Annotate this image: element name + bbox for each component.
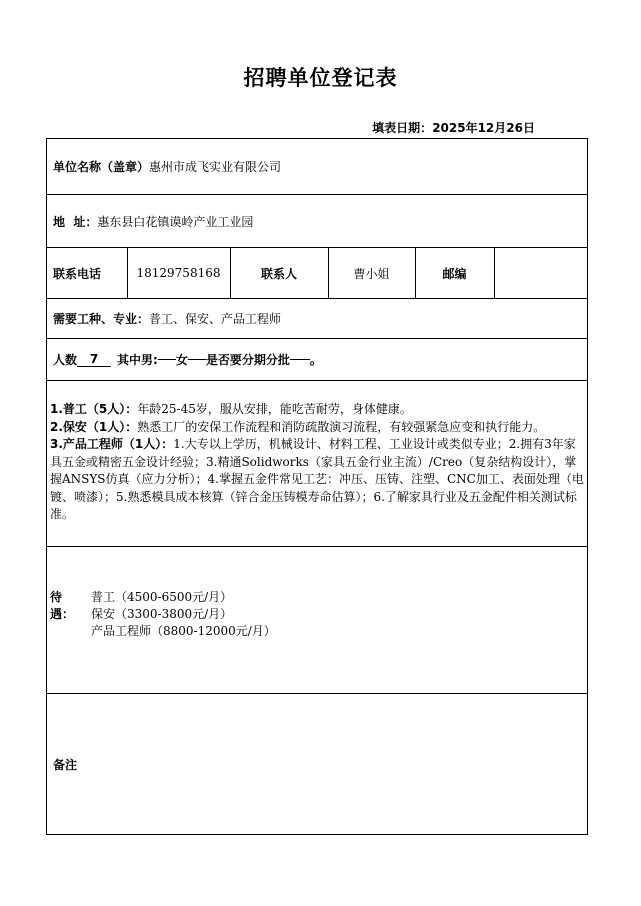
address-label: 地 址： (53, 214, 98, 229)
form-title: 招聘单位登记表 (243, 66, 398, 90)
requirements-text (50, 401, 584, 524)
postcode-value (494, 248, 587, 298)
requirement-item (50, 401, 584, 419)
male-count (158, 359, 176, 360)
benefits-row (47, 547, 587, 694)
headcount-cell (47, 339, 587, 380)
fill-date-value: 2025年12月26日 (432, 121, 535, 135)
female-count (188, 359, 206, 360)
remarks-label: 备注 (53, 757, 78, 772)
postcode-label: 邮编 (442, 266, 467, 281)
headcount-row (47, 339, 587, 381)
requirement-title: 2.保安（1人）： (50, 419, 138, 434)
address-value: 惠东县白花镇谟岭产业工业园 (97, 214, 254, 229)
contact-row (47, 248, 587, 299)
benefit-item: 普工（4500-6500元/月） (91, 590, 233, 604)
male-label: 其中男: (117, 353, 158, 367)
jobs-cell (47, 299, 587, 338)
requirement-text: 熟悉工厂的安保工作流程和消防疏散演习流程，有较强紧急应变和执行能力。 (137, 419, 546, 434)
address-row (47, 195, 587, 248)
requirement-item (50, 436, 584, 524)
requirement-item (50, 419, 584, 437)
headcount-label: 人数 (53, 353, 78, 367)
phone-value: 18129758168 (136, 266, 221, 280)
jobs-value: 普工、保安、产品工程师 (149, 312, 282, 326)
requirement-text: 年龄25-45岁，服从安排，能吃苦耐劳，身体健康。 (137, 402, 412, 416)
fill-date (372, 119, 535, 136)
benefits-label: 待遇： (50, 590, 75, 621)
benefit-item: 产品工程师（8800-12000元/月） (91, 624, 276, 638)
benefit-item: 保安（3300-3800元/月） (91, 607, 233, 621)
company-value: 惠州市成飞实业有限公司 (149, 160, 282, 174)
remarks-row (47, 694, 587, 834)
fill-date-label: 填表日期： (372, 121, 433, 135)
company-cell (47, 139, 587, 194)
person-label: 联系人 (260, 266, 297, 281)
jobs-row (47, 299, 587, 339)
requirement-text: 1.大专以上学历，机械设计、材料工程、工业设计或类似专业；2.拥有3年家具五金或精密五金设计经验；3.精通Solidworks（家具五金行业主流）/Creo（复杂结构设计），掌握ANSYS仿真（应力分析）；4.掌握五金件常见工艺：冲压、压铸、注塑、CNC加工、表面处理（电镀、喷漆）；5.熟悉模具成本核算（锌合金压铸模寿命估算）；6.了解家具行业及五金配件相关测试标准。 (50, 437, 584, 521)
jobs-label: 需要工种、专业： (53, 312, 150, 326)
headcount-count: 7 (77, 352, 111, 367)
company-row (47, 139, 587, 195)
person-value: 曹小姐 (353, 266, 390, 281)
batch-value (290, 359, 310, 360)
benefits-list (91, 589, 276, 640)
headcount-end: 。 (309, 353, 322, 367)
phone-label: 联系电话 (53, 266, 102, 281)
batch-label: 是否要分期分批 (205, 353, 290, 367)
company-label: 单位名称（盖章） (53, 160, 150, 174)
requirement-title: 3.产品工程师（1人）： (50, 437, 174, 451)
address-cell (47, 195, 587, 247)
requirement-title: 1.普工（5人）： (50, 402, 138, 416)
registration-form (46, 138, 588, 835)
requirements-row (47, 381, 587, 547)
female-label: 女 (175, 353, 188, 367)
